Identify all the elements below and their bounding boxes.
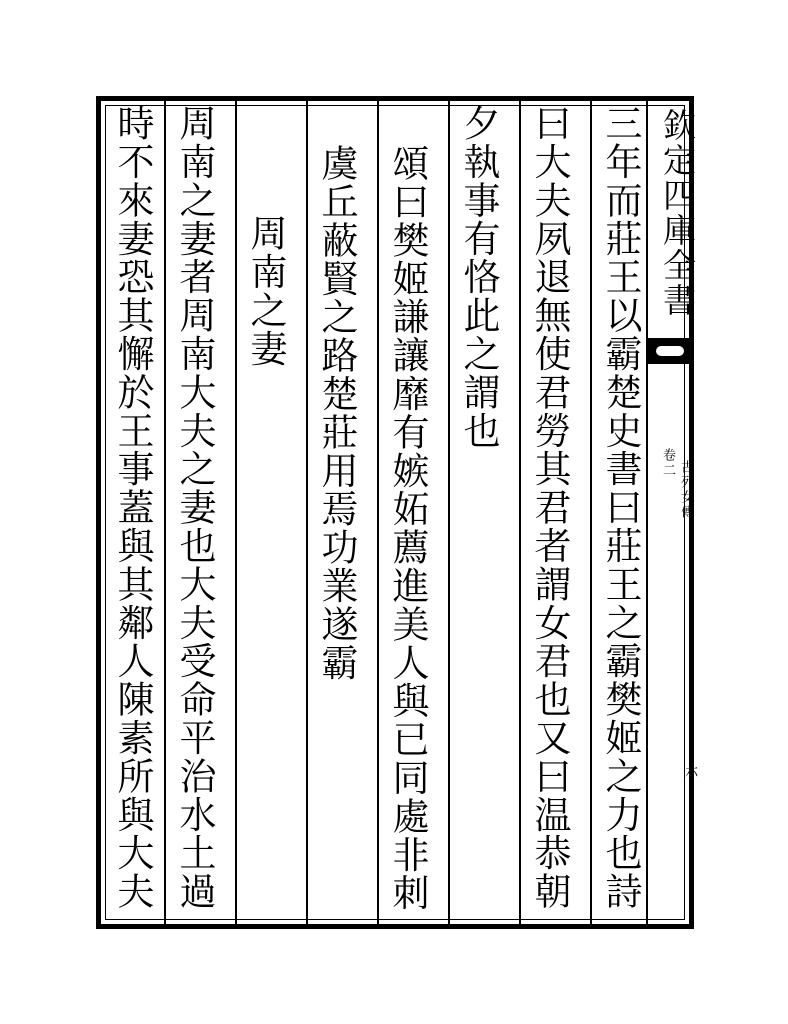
- column-rule: [590, 100, 592, 925]
- text-column-1: 三年而莊王以霸楚史書曰莊王之霸樊姬之力也詩: [599, 104, 642, 911]
- text-column-8: 時不來妻恐其懈於王事蓋與其鄰人陳素所與大夫: [111, 104, 154, 911]
- margin-separator: [646, 96, 648, 929]
- folio-number: 六: [682, 764, 697, 779]
- text-column-3: 夕執事有恪此之謂也: [457, 104, 500, 450]
- book-title: 古列女傳: [678, 460, 693, 520]
- text-column-5: 虞丘蔽賢之路楚莊用焉功業遂霸: [315, 144, 358, 682]
- volume-label: 卷二: [660, 448, 675, 478]
- column-rule: [448, 100, 450, 925]
- column-rule: [377, 100, 379, 925]
- column-rule: [164, 100, 166, 925]
- section-heading: 周南之妻: [244, 214, 287, 368]
- text-column-4: 頌曰樊姬謙讓靡有嫉妬薦進美人與已同處非刺: [386, 144, 429, 912]
- column-rule: [306, 100, 308, 925]
- fish-tail-mark: [648, 338, 692, 364]
- text-column-2: 曰大夫夙退無使君勞其君者謂女君也又曰温恭朝: [528, 104, 571, 911]
- series-title: 欽定四庫全書: [658, 108, 697, 318]
- column-rule: [519, 100, 521, 925]
- text-column-7: 周南之妻者周南大夫之妻也大夫受命平治水土過: [173, 104, 216, 911]
- column-rule: [235, 100, 237, 925]
